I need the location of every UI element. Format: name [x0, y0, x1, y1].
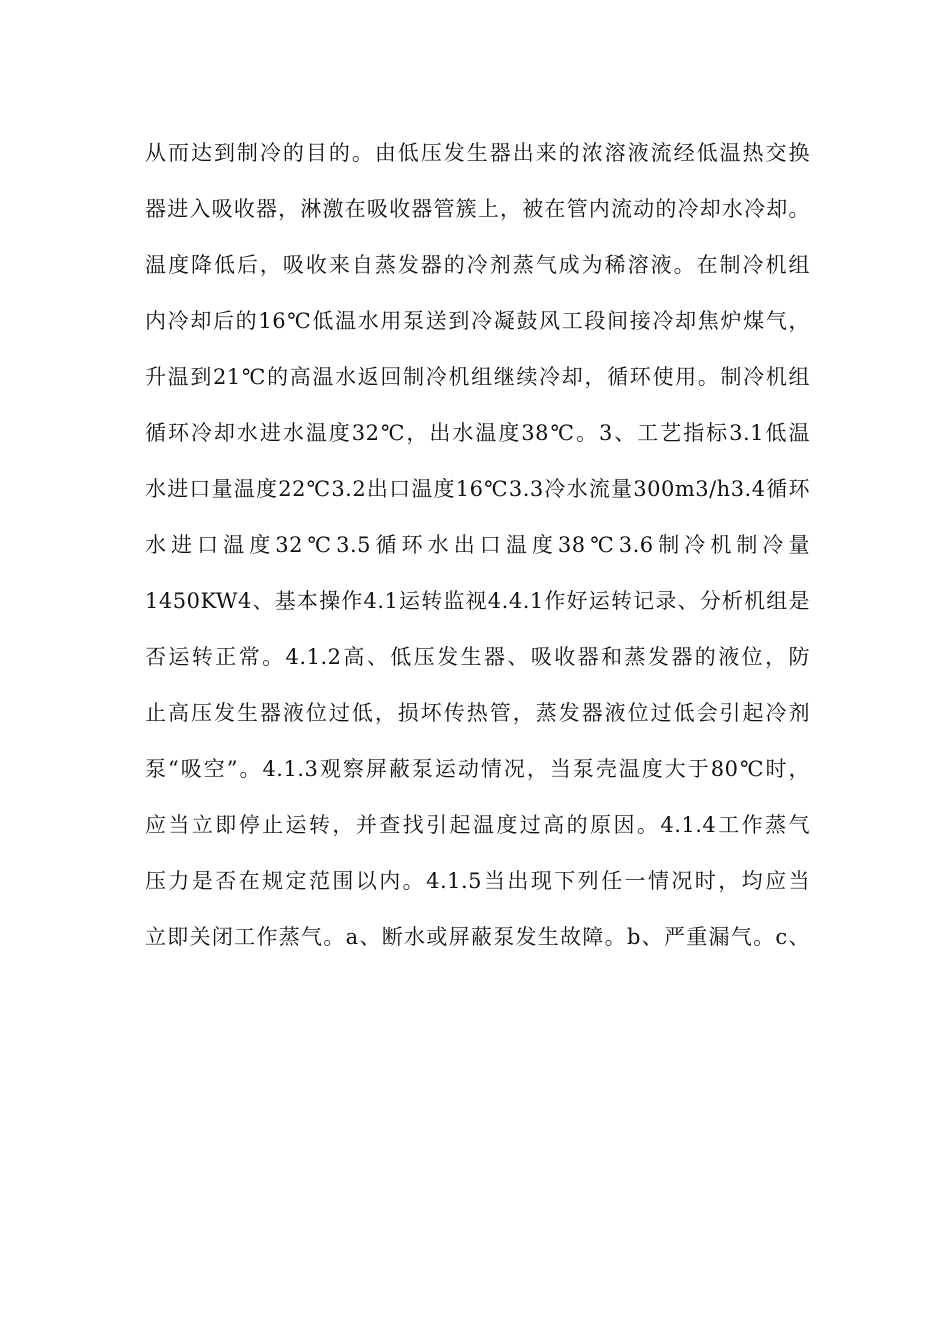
text-line: 内冷却后的16℃低温水用泵送到冷凝鼓风工段间接冷却焦炉煤气， [145, 309, 810, 333]
text-line: 水进口量温度22℃3.2出口温度16℃3.3冷水流量300m3/h3.4循环 [145, 477, 810, 501]
text-line: 水进口温度32℃3.5循环水出口温度38℃3.6制冷机制冷量 [145, 533, 810, 557]
text-line: 压力是否在规定范围以内。4.1.5当出现下列任一情况时，均应当 [145, 869, 810, 893]
text-line: 否运转正常。4.1.2高、低压发生器、吸收器和蒸发器的液位，防 [145, 645, 810, 669]
body-text [145, 134, 810, 974]
text-line: 温度降低后，吸收来自蒸发器的冷剂蒸气成为稀溶液。在制冷机组 [145, 253, 810, 277]
text-line: 立即关闭工作蒸气。a、断水或屏蔽泵发生故障。b、严重漏气。c、 [145, 925, 810, 949]
text-line: 应当立即停止运转，并查找引起温度过高的原因。4.1.4工作蒸气 [145, 813, 810, 837]
text-line: 1450KW4、基本操作4.1运转监视4.4.1作好运转记录、分析机组是 [145, 589, 810, 613]
text-line: 循环冷却水进水温度32℃，出水温度38℃。3、工艺指标3.1低温 [145, 421, 810, 445]
text-line: 止高压发生器液位过低，损坏传热管，蒸发器液位过低会引起冷剂 [145, 701, 810, 725]
text-line: 升温到21℃的高温水返回制冷机组继续冷却，循环使用。制冷机组 [145, 365, 810, 389]
text-line: 器进入吸收器，淋激在吸收器管簇上，被在管内流动的冷却水冷却。 [145, 197, 810, 221]
text-line: 泵“吸空”。4.1.3观察屏蔽泵运动情况，当泵壳温度大于80℃时， [145, 757, 810, 781]
text-line: 从而达到制冷的目的。由低压发生器出来的浓溶液流经低温热交换 [145, 141, 810, 165]
